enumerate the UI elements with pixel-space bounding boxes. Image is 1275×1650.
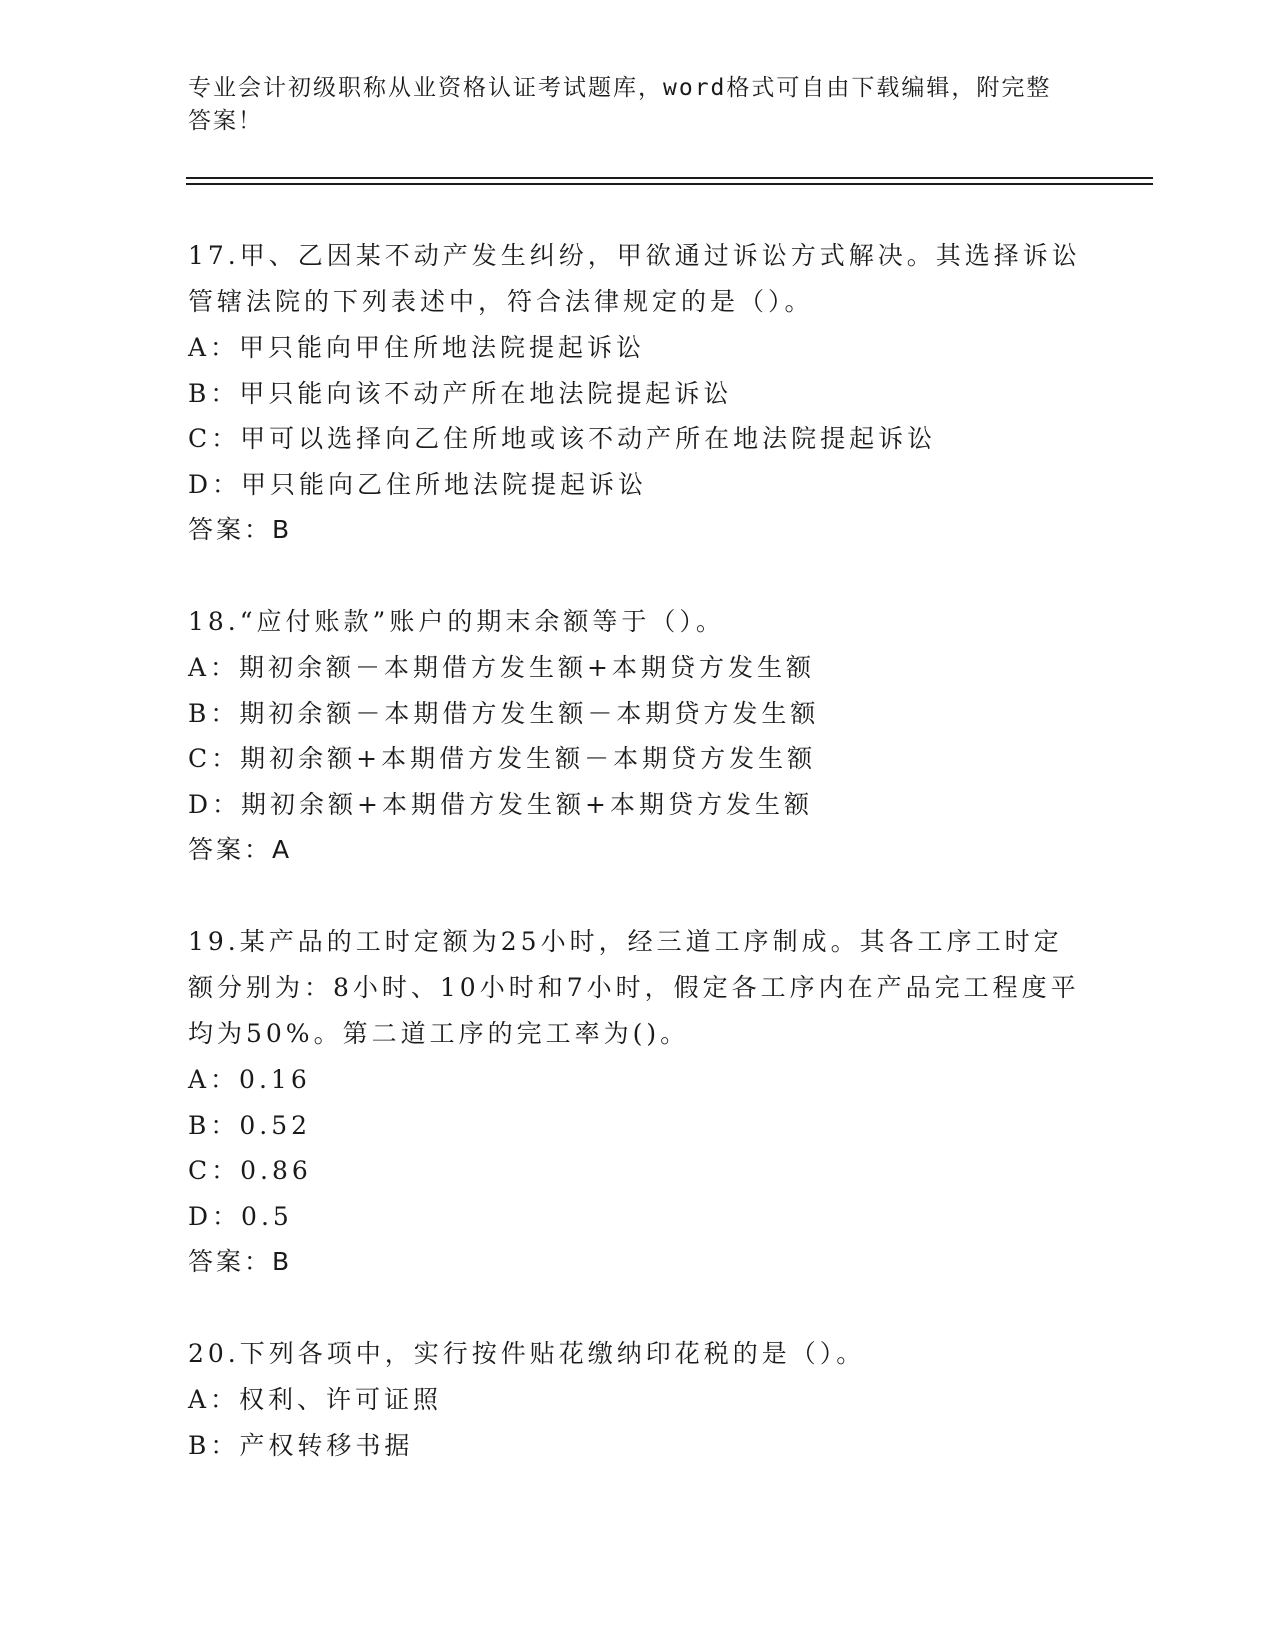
answer-value: B xyxy=(272,515,291,544)
answer xyxy=(188,507,1088,553)
option-c: C：期初余额+本期借方发生额－本期贷方发生额 xyxy=(188,744,817,773)
option-d: D：0.5 xyxy=(188,1201,293,1231)
question-stem: 17.甲、乙因某不动产发生纠纷，甲欲通过诉讼方式解决。其选择诉讼管辖法院的下列表述中，符合法律规定的是（）。 xyxy=(188,241,1081,316)
question-17 xyxy=(188,233,1088,553)
option-b: B：甲只能向该不动产所在地法院提起诉讼 xyxy=(188,378,733,408)
question-18 xyxy=(188,599,1088,873)
question-list xyxy=(188,233,1088,1514)
question-stem: 19.某产品的工时定额为25小时，经三道工序制成。其各工序工时定额分别为：8小时、10小时和7小时，假定各工序内在产品完工程度平均为50%。第二道工序的完工率为()。 xyxy=(188,927,1080,1048)
option-b: B：0.52 xyxy=(188,1110,312,1140)
header-rule-top xyxy=(186,177,1153,179)
option-c: C：0.86 xyxy=(188,1156,312,1185)
answer-label: 答案： xyxy=(188,515,273,544)
option-a: A：期初余额－本期借方发生额+本期贷方发生额 xyxy=(188,653,816,682)
answer xyxy=(188,1239,1088,1285)
answer-value: B xyxy=(272,1247,291,1276)
option-d: D：甲只能向乙住所地法院提起诉讼 xyxy=(188,469,648,499)
option-a: A：甲只能向甲住所地法院提起诉讼 xyxy=(188,333,646,362)
question-20 xyxy=(188,1331,1088,1468)
option-a: A：0.16 xyxy=(188,1065,311,1094)
option-c: C：甲可以选择向乙住所地或该不动产所在地法院提起诉讼 xyxy=(188,424,937,453)
header-rule-bottom xyxy=(186,183,1153,185)
answer xyxy=(188,827,1088,873)
answer-label: 答案： xyxy=(188,835,273,864)
option-b: B：期初余额－本期借方发生额－本期贷方发生额 xyxy=(188,698,820,728)
option-d: D：期初余额+本期借方发生额+本期贷方发生额 xyxy=(188,789,813,819)
document-header: 专业会计初级职称从业资格认证考试题库，word格式可自由下载编辑，附完整答案！ xyxy=(188,75,1052,134)
option-a: A：权利、许可证照 xyxy=(188,1385,443,1414)
question-stem: 20.下列各项中，实行按件贴花缴纳印花税的是（）。 xyxy=(188,1339,866,1368)
question-19 xyxy=(188,919,1088,1285)
answer-value: A xyxy=(272,835,291,864)
question-stem: 18.“应付账款”账户的期末余额等于（）。 xyxy=(188,607,725,636)
option-b: B：产权转移书据 xyxy=(188,1430,414,1460)
answer-label: 答案： xyxy=(188,1247,273,1276)
